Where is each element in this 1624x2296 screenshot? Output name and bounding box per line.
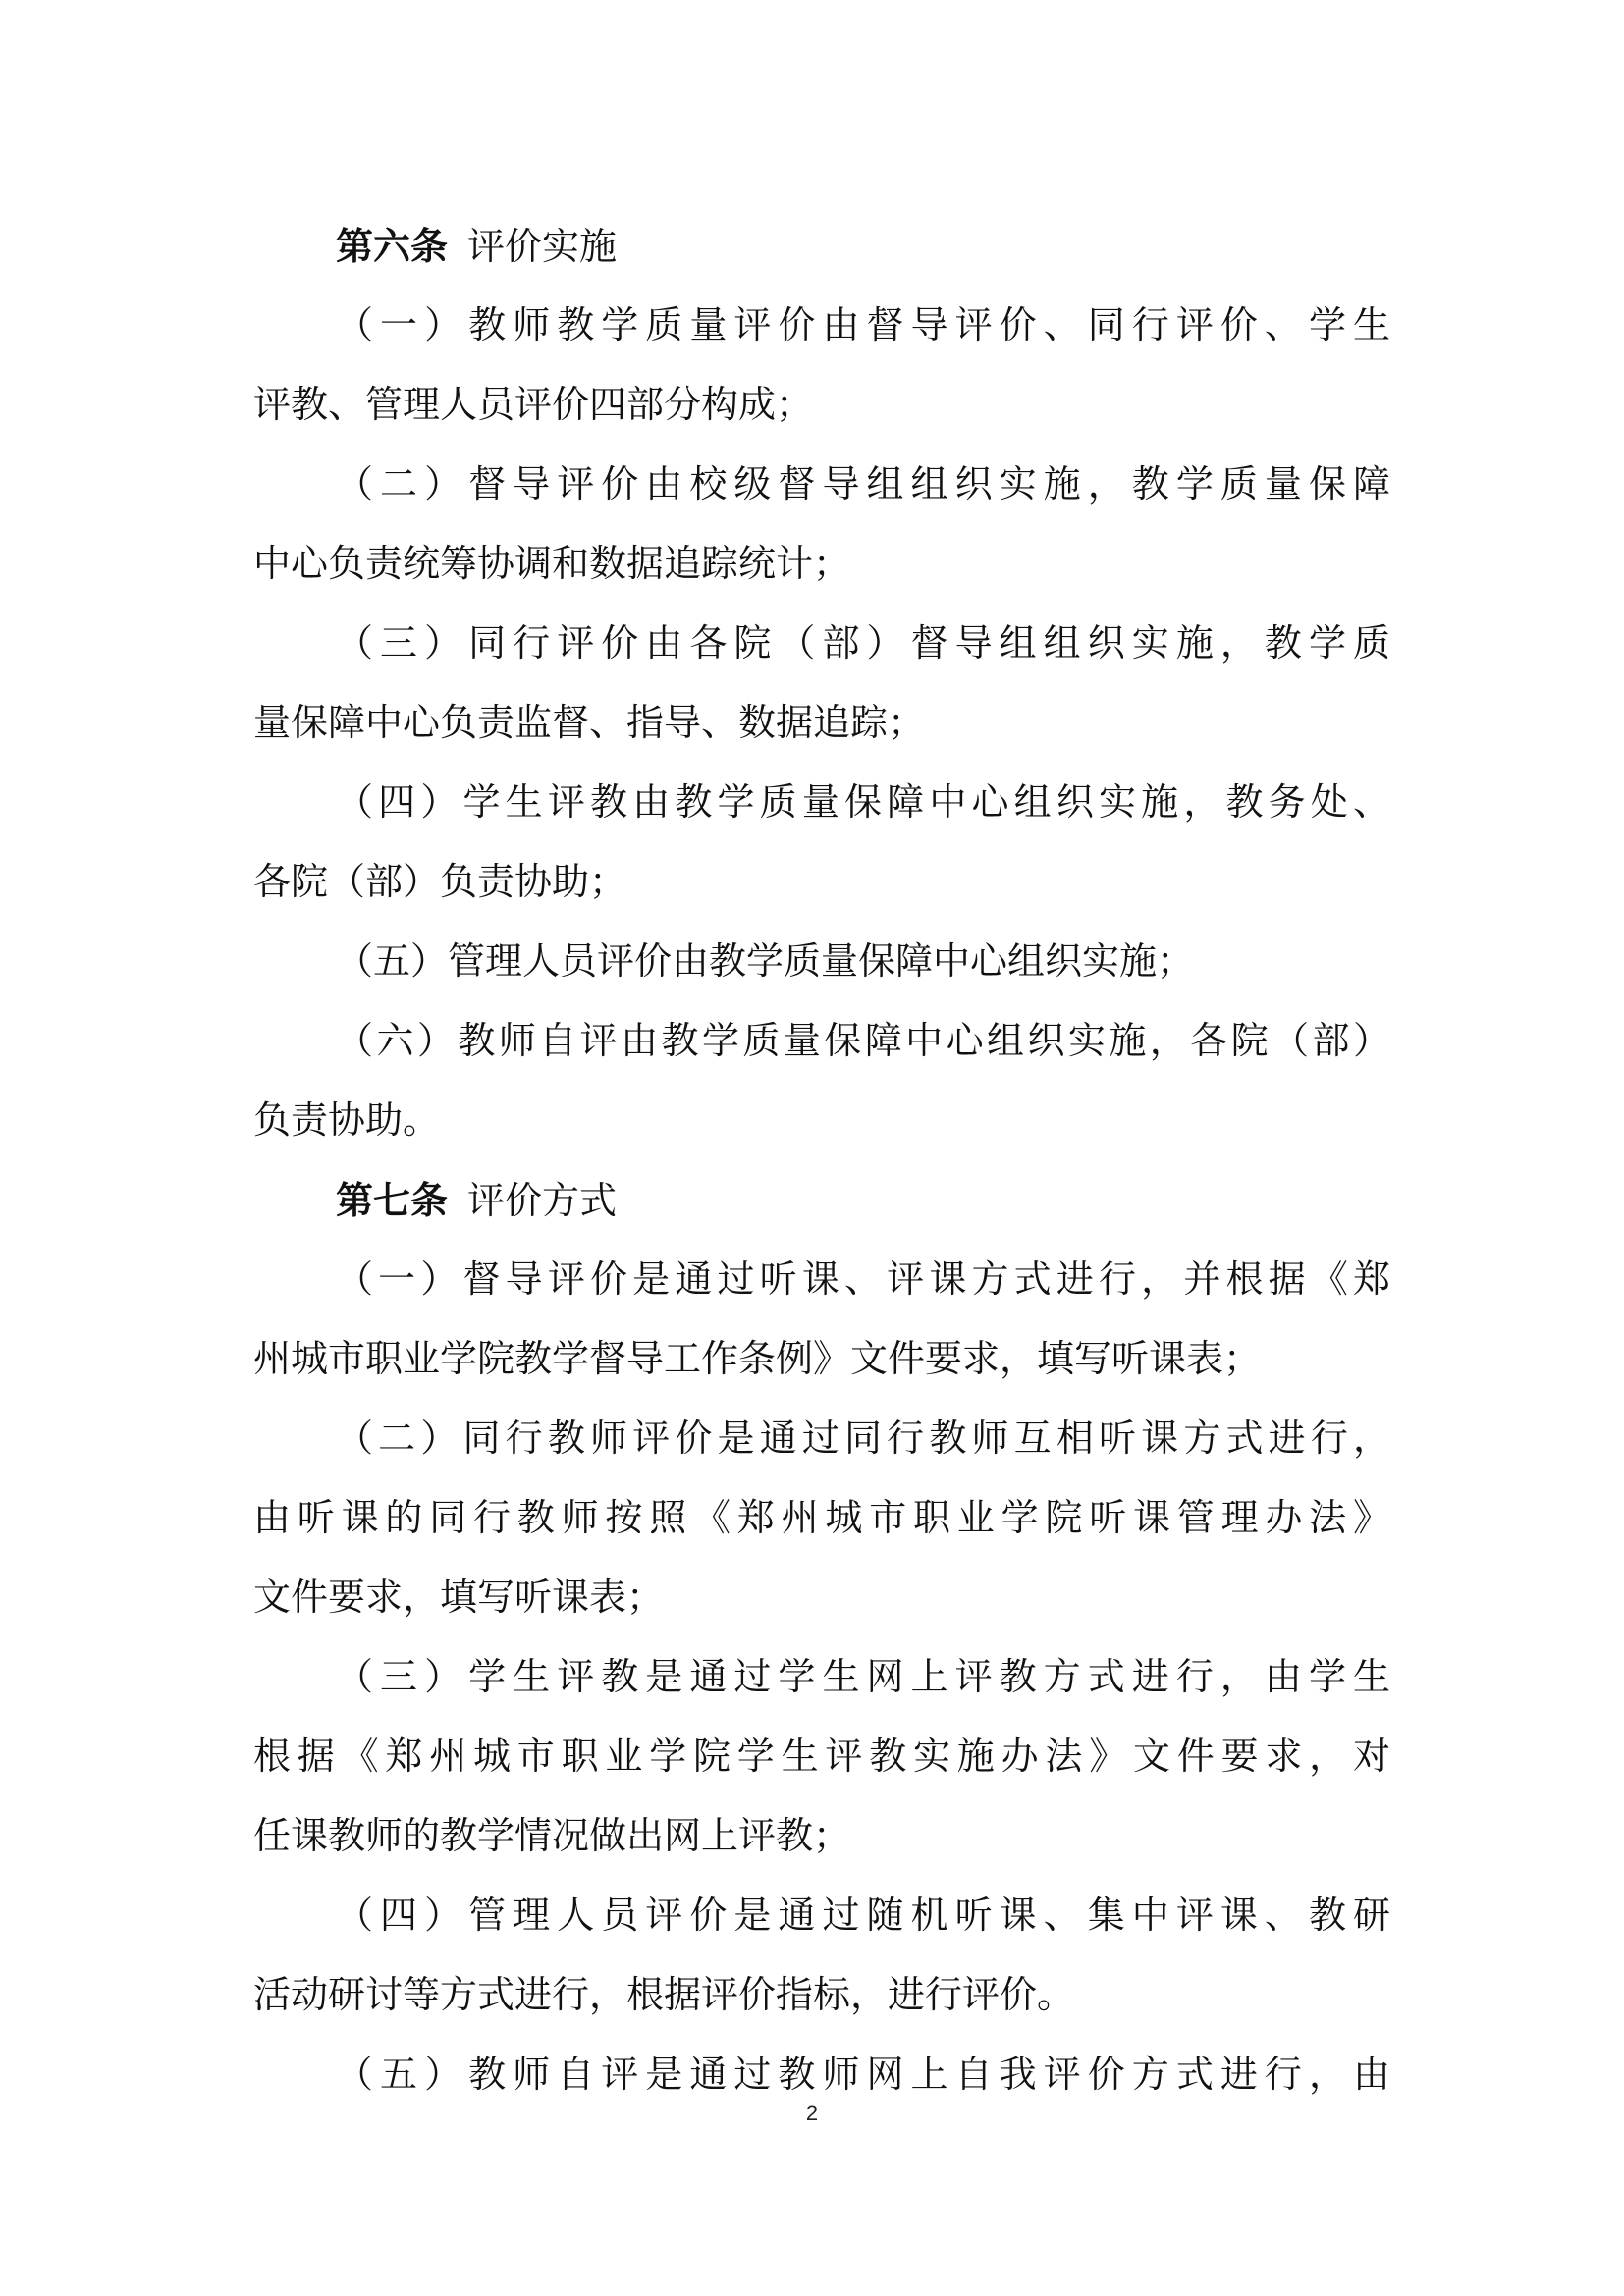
text-line: 根据《郑州城市职业学院学生评教实施办法》文件要求，对 bbox=[253, 1735, 1390, 1778]
text-line: 量保障中心负责监督、指导、数据追踪； bbox=[253, 701, 926, 744]
text-line: （五）教师自评是通过教师网上自我评价方式进行，由 bbox=[336, 2053, 1390, 2096]
article-6-label: 第六条 bbox=[336, 224, 449, 268]
text-line: （三）学生评教是通过学生网上评教方式进行，由学生 bbox=[336, 1655, 1390, 1698]
article-6-title: 评价实施 bbox=[467, 225, 618, 268]
text-line: 文件要求，填写听课表； bbox=[253, 1575, 665, 1619]
text-line: （四）管理人员评价是通过随机听课、集中评课、教研 bbox=[336, 1894, 1390, 1937]
text-line: 中心负责统筹协调和数据追踪统计； bbox=[253, 542, 851, 585]
article-6-paragraph-5 bbox=[253, 922, 1390, 1001]
article-6-paragraph-4 bbox=[253, 763, 1390, 922]
text-line: （一）督导评价是通过听课、评课方式进行，并根据《郑 bbox=[336, 1257, 1390, 1301]
text-line: （二）督导评价由校级督导组组织实施，教学质量保障 bbox=[336, 462, 1390, 506]
text-line: 州城市职业学院教学督导工作条例》文件要求，填写听课表； bbox=[253, 1337, 1262, 1380]
document-body bbox=[253, 206, 1390, 2114]
page-number: 2 bbox=[805, 2101, 819, 2125]
text-line: （三）同行评价由各院（部）督导组组织实施，教学质 bbox=[336, 621, 1390, 665]
article-7-title: 评价方式 bbox=[467, 1179, 618, 1222]
article-7-paragraph-1 bbox=[253, 1240, 1390, 1399]
article-6-paragraph-2 bbox=[253, 445, 1390, 604]
article-6-paragraph-3 bbox=[253, 604, 1390, 763]
article-6-paragraph-6 bbox=[253, 1001, 1390, 1160]
article-7-paragraph-3 bbox=[253, 1637, 1390, 1876]
text-line: （一）教师教学质量评价由督导评价、同行评价、学生 bbox=[336, 303, 1390, 347]
article-7-heading bbox=[253, 1160, 1390, 1240]
article-7-paragraph-2 bbox=[253, 1399, 1390, 1637]
article-7-paragraph-4 bbox=[253, 1876, 1390, 2035]
text-line: 活动研讨等方式进行，根据评价指标，进行评价。 bbox=[253, 1973, 1075, 2016]
text-line: （五）管理人员评价由教学质量保障中心组织实施； bbox=[336, 939, 1195, 983]
text-line: （六）教师自评由教学质量保障中心组织实施，各院（部） bbox=[336, 1019, 1390, 1062]
article-6-paragraph-1 bbox=[253, 286, 1390, 445]
text-line: 各院（部）负责协助； bbox=[253, 860, 627, 903]
text-line: （二）同行教师评价是通过同行教师互相听课方式进行， bbox=[336, 1416, 1390, 1460]
text-line: 负责协助。 bbox=[253, 1098, 441, 1142]
article-6-heading bbox=[253, 206, 1390, 286]
text-line: 评教、管理人员评价四部分构成； bbox=[253, 383, 814, 426]
article-7-label: 第七条 bbox=[336, 1178, 449, 1222]
text-line: 任课教师的教学情况做出网上评教； bbox=[253, 1814, 851, 1857]
text-line: 由听课的同行教师按照《郑州城市职业学院听课管理办法》 bbox=[253, 1496, 1390, 1539]
text-line: （四）学生评教由教学质量保障中心组织实施，教务处、 bbox=[336, 780, 1390, 824]
